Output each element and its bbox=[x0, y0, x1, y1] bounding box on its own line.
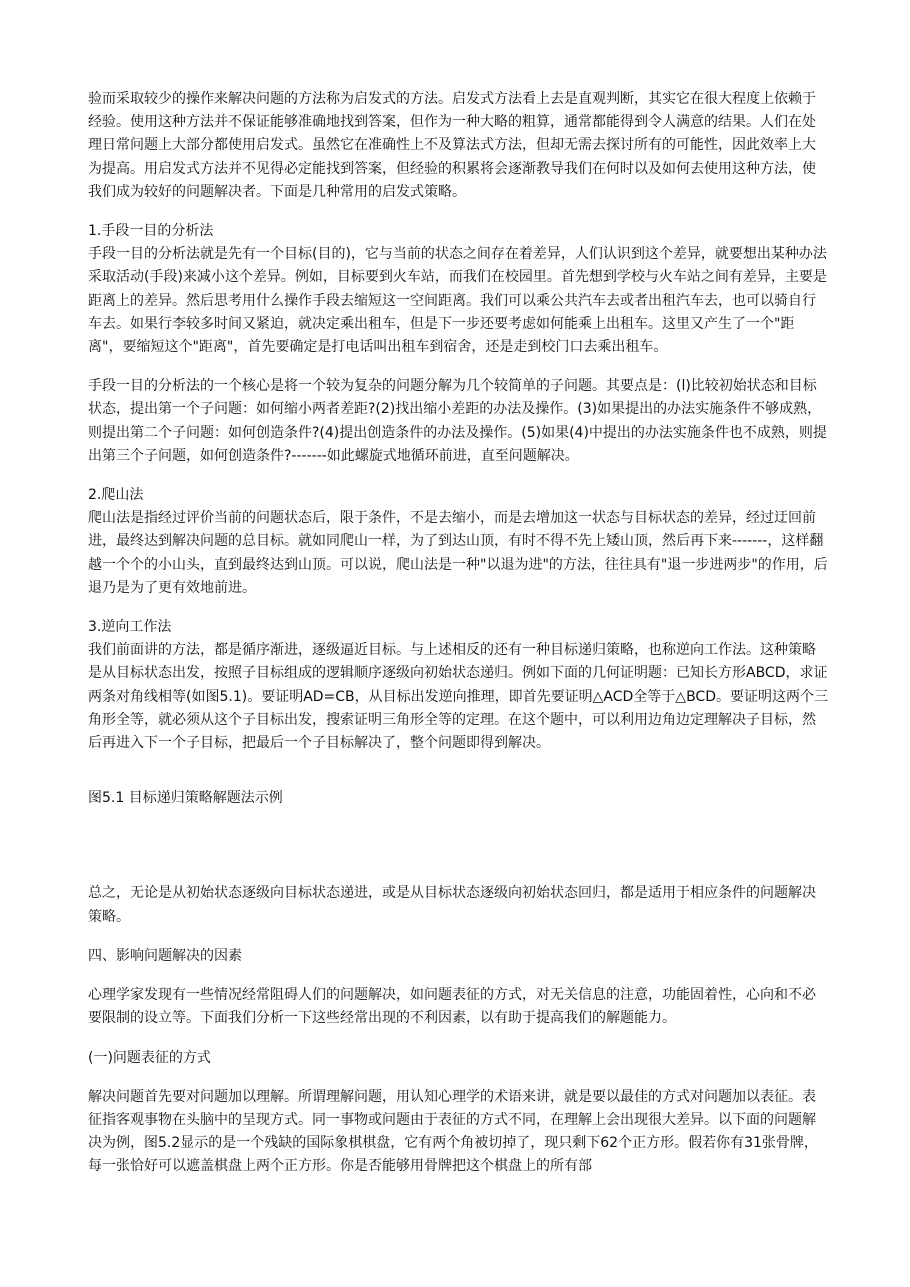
paragraph-influencing-factors: 心理学家发现有一些情况经常阻碍人们的问题解决，如问题表征的方式，对无关信息的注意，功能固着性，心向和不必要限制的设立等。下面我们分析一下这些经常出现的不利因素，以有助于提高我们的解题能力。 bbox=[88, 987, 816, 1027]
paragraph-summary: 总之，无论是从初始状态逐级向目标状态递进，或是从目标状态逐级向初始状态回归，都是适用于相应条件的问题解决策略。 bbox=[88, 885, 816, 925]
paragraph-intro: 验而采取较少的操作来解决问题的方法称为启发式的方法。启发式方法看上去是直观判断，其实它在很大程度上依赖于经验。使用这种方法并不保证能够准确地找到答案，但作为一种大略的粗算，通常都能得到令人满意的结果。人们在处理日常问题上大部分都使用启发式。虽然它在准确性上不及算法式方法，但却无需去探讨所有的可能性，因此效率上大为提高。用启发式方法并不见得必定能找到答案，但经验的积累将会逐渐教导我们在何时以及如何去使用这种方法，使我们成为较好的问题解决者。下面是几种常用的启发式策略。 bbox=[88, 91, 816, 200]
heading-means-end-analysis: 1.手段一目的分析法 bbox=[88, 223, 214, 240]
heading-problem-representation: (一)问题表征的方式 bbox=[88, 1049, 211, 1066]
heading-influencing-factors: 四、影响问题解决的因素 bbox=[88, 947, 242, 964]
heading-working-backward: 3.逆向工作法 bbox=[88, 619, 172, 636]
paragraph-working-backward: 我们前面讲的方法，都是循序渐进，逐级逼近目标。与上述相反的还有一种目标递归策略，也称逆向工作法。这种策略是从目标状态出发，按照子目标组成的逻辑顺序逐级向初始状态递归。例如下面的几何证明题：已知长方形ABCD，求证两条对角线相等(如图5.1)。要证明AD=CB，从目标出发逆向推理，即首先要证明△ACD全等于△BCD。要证明这两个三角形全等，就必须从这个子目标出发，搜索证明三角形全等的定理。在这个题中，可以利用边角边定理解决子目标，然后再进入下一个子目标，把最后一个子目标解决了，整个问题即得到解决。 bbox=[88, 642, 828, 752]
document-page bbox=[88, 88, 828, 1179]
paragraph-means-end-1: 手段一目的分析法就是先有一个目标(目的)，它与当前的状态之间存在着差异，人们认识到这个差异，就要想出某种办法采取活动(手段)来减小这个差异。例如，目标要到火车站，而我们在校园里。首先想到学校与火车站之间有差异，主要是距离上的差异。然后思考用什么操作手段去缩短这一空间距离。我们可以乘公共汽车去或者出租汽车去，也可以骑自行车去。如果行李较多时间又紧迫，就决定乘出租车，但是下一步还要考虑如何能乘上出租车。这里又产生了一个"距离"，要缩短这个"距离"，首先要确定是打电话叫出租车到宿舍，还是走到校门口去乘出租车。 bbox=[88, 246, 827, 356]
figure-caption: 图5.1 目标递归策略解题法示例 bbox=[88, 790, 283, 807]
paragraph-hill-climbing: 爬山法是指经过评价当前的问题状态后，限于条件，不是去缩小，而是去增加这一状态与目标状态的差异，经过迂回前进，最终达到解决问题的总目标。就如同爬山一样，为了到达山顶，有时不得不先上矮山顶，然后再下来-------，这样翻越一个个的小山头，直到最终达到山顶。可以说，爬山法是一种"以退为进"的方法，往往具有"退一步进两步"的作用，后退乃是为了更有效地前进。 bbox=[88, 510, 828, 596]
heading-hill-climbing: 2.爬山法 bbox=[88, 487, 144, 504]
paragraph-means-end-2: 手段一目的分析法的一个核心是将一个较为复杂的问题分解为几个较简单的子问题。其要点是：(l)比较初始状态和目标状态，提出第一个子问题：如何缩小两者差距?(2)找出缩小差距的办法及操作。(3)如果提出的办法实施条件不够成熟，则提出第二个子问题：如何创造条件?(4)提出创造条件的办法及操作。(5)如果(4)中提出的办法实施条件也不成熟，则提出第三个子问题，如何创造条件?-------如此螺旋式地循环前进，直至问题解决。 bbox=[88, 378, 827, 464]
paragraph-problem-representation: 解决问题首先要对问题加以理解。所谓理解问题，用认知心理学的术语来讲，就是要以最佳的方式对问题加以表征。表征指客观事物在头脑中的呈现方式。同一事物或问题由于表征的方式不同，在理解上会出现很大差异。以下面的问题解决为例，图5.2显示的是一个残缺的国际象棋棋盘，它有两个角被切掉了，现只剩下62个正方形。假若你有31张骨牌，每一张恰好可以遮盖棋盘上两个正方形。你是否能够用骨牌把这个棋盘上的所有部 bbox=[88, 1088, 818, 1175]
